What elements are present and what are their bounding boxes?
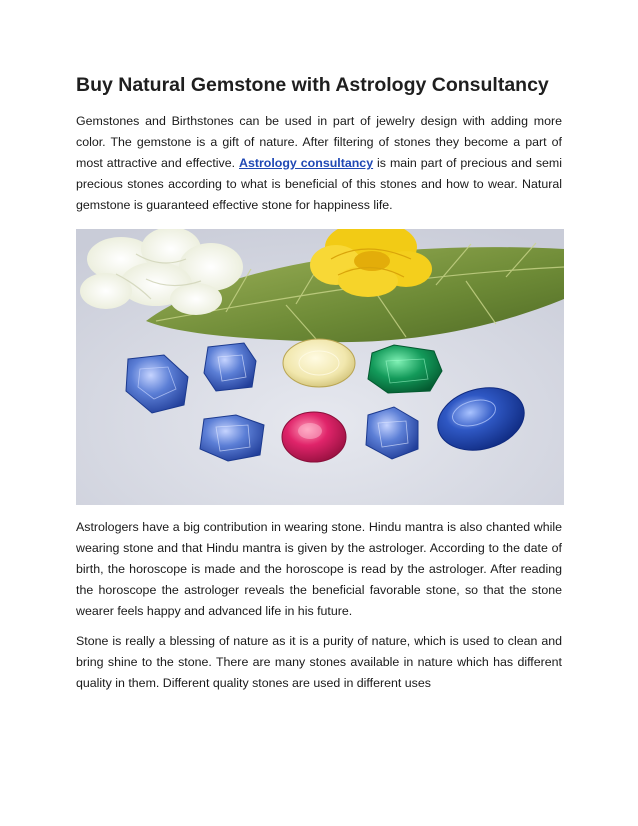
- document-page: [76, 74, 562, 694]
- ruby-gem: [282, 412, 346, 462]
- emerald-gem: [368, 345, 442, 393]
- intro-text-after-link: is main part of precious and semi precious stones according to what is beneficial of this stones and how to wear. Natural gemstone is guaranteed effective stone for happiness life.: [76, 156, 562, 212]
- blue-sapphire-gem-2: [204, 343, 256, 391]
- gemstones-photo: [76, 229, 564, 505]
- intro-paragraph: [76, 111, 562, 216]
- stone-blessing-paragraph: Stone is really a blessing of nature as it is a purity of nature, which is used to clean and bring shine to the stone. There are many stones available in nature which has different quality in them. Different quality stones are used in different uses: [76, 634, 562, 690]
- yellow-sapphire-gem: [283, 339, 355, 387]
- page-title: Buy Natural Gemstone with Astrology Consultancy: [76, 74, 549, 96]
- astrologers-paragraph: Astrologers have a big contribution in wearing stone. Hindu mantra is also chanted while wearing stone and that Hindu mantra is given by the astrologer. According to the date of birth, the horoscope is made and the horoscope is read by the astrologer. After reading the horoscope the astrologer reveals the beneficial favorable stone, so that the stone wearer feels happy and advanced life in his future.: [76, 520, 562, 618]
- astrology-consultancy-link[interactable]: Astrology consultancy: [239, 156, 374, 170]
- intro-text-before-link: Gemstones and Birthstones can be used in part of jewelry design with adding more color. The gemstone is a gift of nature. After filtering of stones they become a part of most attractive and effective.: [76, 114, 562, 170]
